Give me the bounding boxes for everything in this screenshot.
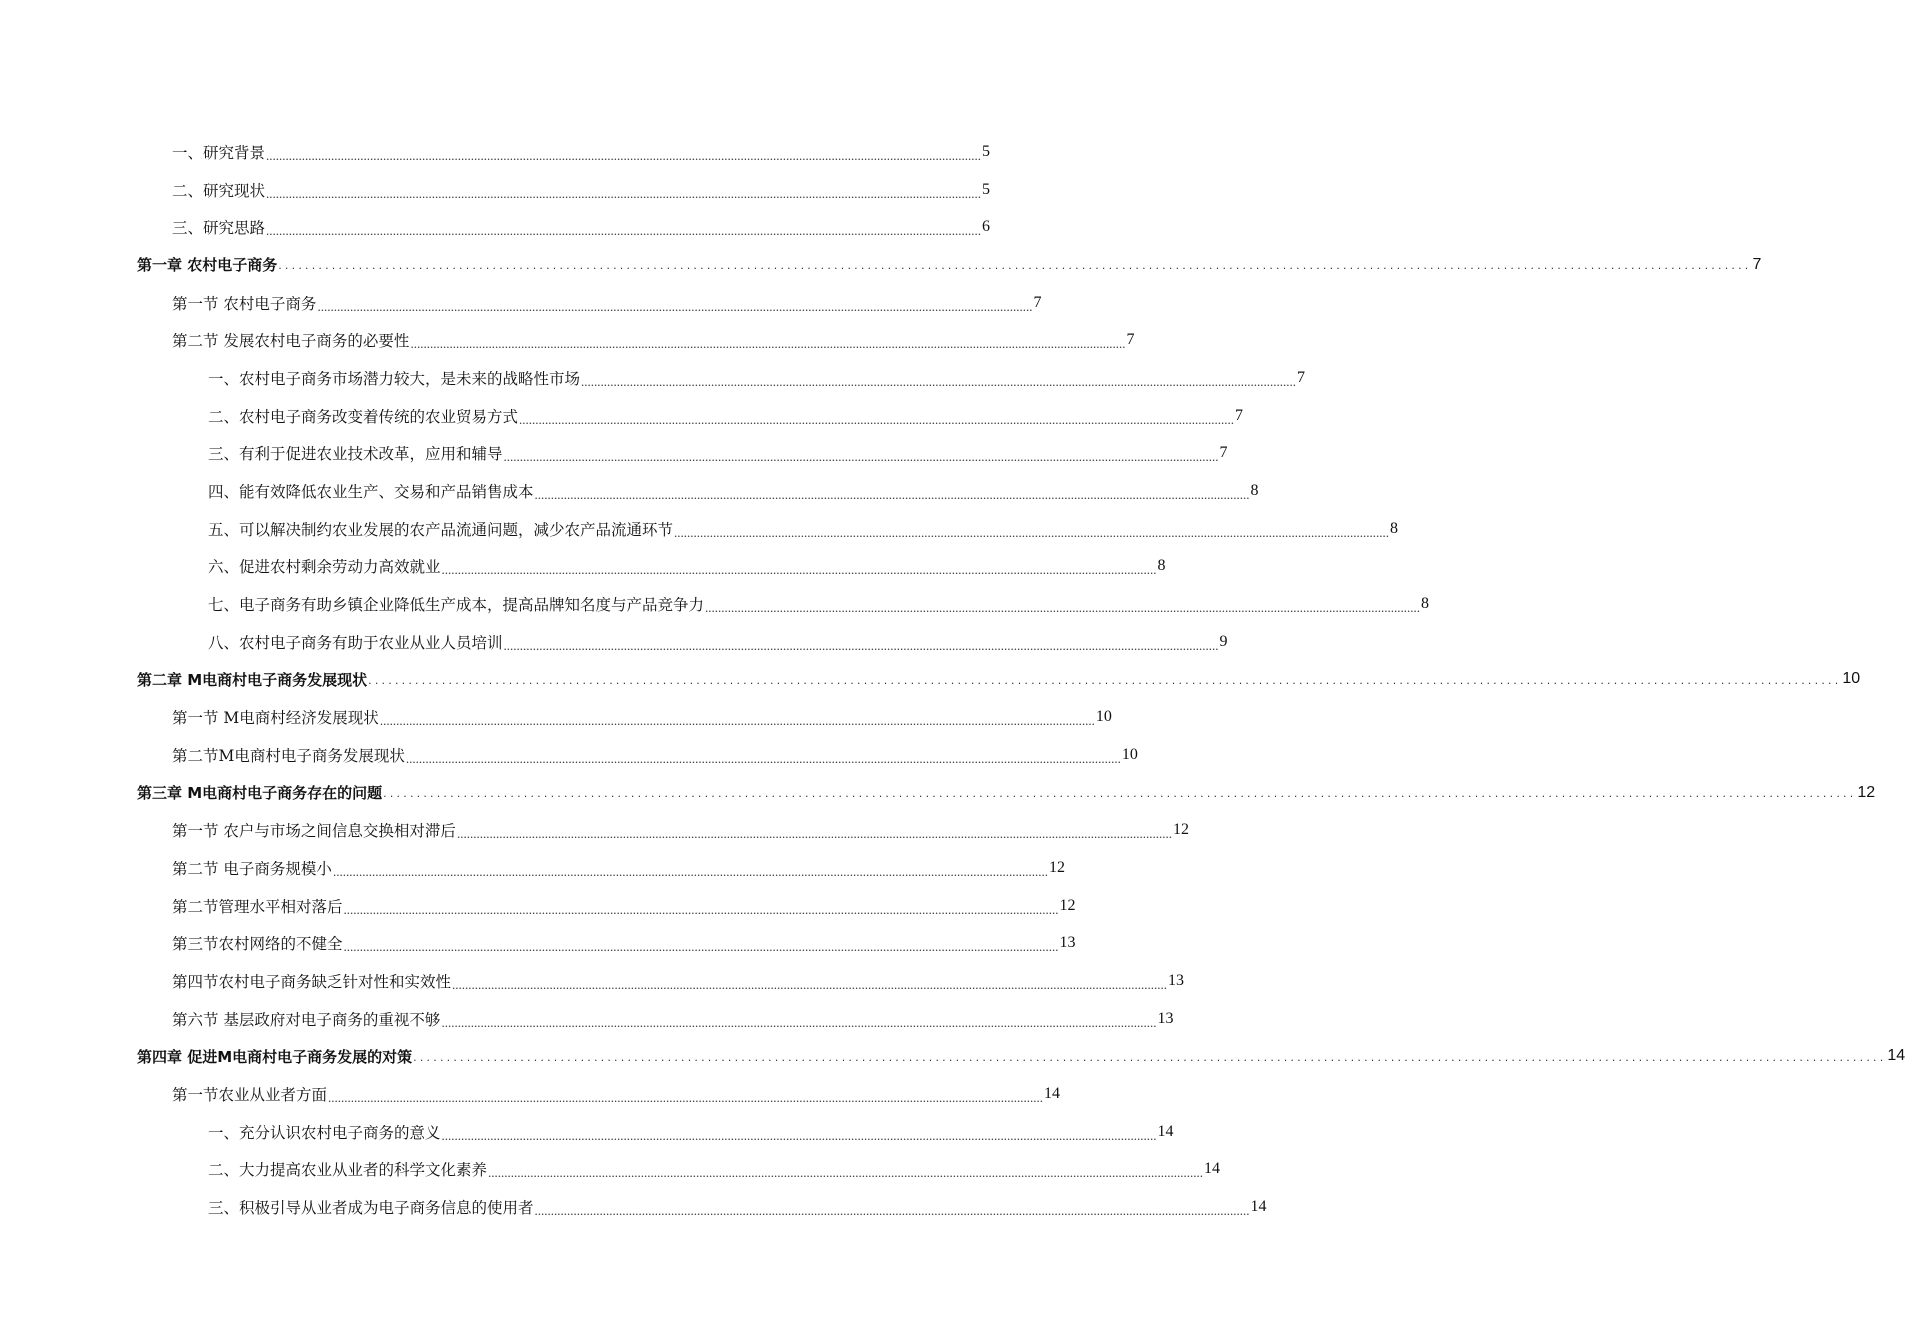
toc-page-number: 12: [1048, 858, 1065, 876]
toc-leader-dots: ............................................................................................................................................................................................................................: [328, 1090, 1044, 1106]
toc-page-number: 7: [1033, 293, 1042, 311]
toc-entry-label: 一、研究背景: [172, 141, 265, 163]
toc-entry[interactable]: [0, 698, 1112, 736]
toc-entry[interactable]: [0, 736, 1138, 774]
toc-page-number: 10: [1842, 670, 1861, 688]
toc-leader-dots: ............................................................................................................................................................................................................................: [266, 185, 982, 201]
toc-leader-dots: ............................................................................................................................................................................................................................: [383, 787, 1857, 801]
toc-entry-label: 一、充分认识农村电子商务的意义: [208, 1121, 441, 1143]
toc-page-number: 13: [1168, 971, 1185, 989]
toc-page-number: 10: [1095, 708, 1112, 726]
toc-entry-label: 二、研究现状: [172, 179, 265, 201]
table-of-contents: [0, 133, 1905, 1226]
toc-chapter-entry[interactable]: [0, 1038, 1905, 1076]
toc-entry-label: 第一章 农村电子商务: [137, 256, 278, 275]
toc-entry-label: 第六节 基层政府对电子商务的重视不够: [172, 1008, 440, 1030]
toc-leader-dots: ............................................................................................................................................................................................................................: [405, 750, 1121, 766]
toc-leader-dots: ............................................................................................................................................................................................................................: [581, 373, 1297, 389]
toc-leader-dots: ............................................................................................................................................................................................................................: [278, 259, 1752, 273]
toc-entry[interactable]: [0, 811, 1189, 849]
toc-entry[interactable]: [0, 1075, 1061, 1113]
toc-entry[interactable]: [0, 924, 1076, 962]
toc-entry[interactable]: [0, 623, 1228, 661]
toc-page-number: 7: [1126, 331, 1135, 349]
toc-entry-label: 第四章 促进M电商村电子商务发展的对策: [137, 1047, 413, 1066]
toc-leader-dots: ............................................................................................................................................................................................................................: [441, 1127, 1157, 1143]
toc-page-number: 12: [1857, 783, 1876, 801]
toc-page-number: 8: [1390, 519, 1399, 537]
toc-entry[interactable]: [0, 1113, 1174, 1151]
toc-leader-dots: ............................................................................................................................................................................................................................: [332, 863, 1048, 879]
toc-chapter-entry[interactable]: [0, 246, 1762, 284]
toc-entry[interactable]: [0, 548, 1166, 586]
toc-entry-label: 第二节管理水平相对落后: [172, 895, 343, 917]
toc-page-number: 13: [1059, 934, 1076, 952]
toc-entry[interactable]: [0, 133, 991, 171]
toc-entry-label: 二、大力提高农业从业者的科学文化素养: [208, 1158, 487, 1180]
toc-chapter-entry[interactable]: [0, 774, 1876, 812]
toc-leader-dots: ............................................................................................................................................................................................................................: [441, 1014, 1157, 1030]
toc-leader-dots: ............................................................................................................................................................................................................................: [441, 562, 1157, 578]
toc-page-number: 5: [982, 180, 991, 198]
toc-page-number: 14: [1204, 1160, 1221, 1178]
toc-entry[interactable]: [0, 359, 1306, 397]
toc-entry[interactable]: [0, 1151, 1221, 1189]
toc-page-number: 14: [1044, 1085, 1061, 1103]
toc-leader-dots: ............................................................................................................................................................................................................................: [343, 939, 1059, 955]
toc-page-number: 10: [1121, 745, 1138, 763]
toc-entry[interactable]: [0, 208, 991, 246]
toc-entry-label: 第二节 发展农村电子商务的必要性: [172, 329, 409, 351]
toc-page-number: 7: [1752, 255, 1762, 273]
toc-entry-label: 第一节 农村电子商务: [172, 292, 316, 314]
toc-entry[interactable]: [0, 321, 1135, 359]
toc-entry-label: 四、能有效降低农业生产、交易和产品销售成本: [208, 480, 534, 502]
toc-leader-dots: ............................................................................................................................................................................................................................: [503, 637, 1219, 653]
toc-page-number: 5: [982, 142, 991, 160]
toc-page-number: 8: [1421, 595, 1430, 613]
toc-entry[interactable]: [0, 472, 1259, 510]
toc-entry-label: 七、电子商务有助乡镇企业降低生产成本，提高品牌知名度与产品竞争力: [208, 593, 704, 615]
toc-entry-label: 二、农村电子商务改变着传统的农业贸易方式: [208, 405, 518, 427]
toc-entry[interactable]: [0, 397, 1244, 435]
toc-chapter-entry[interactable]: [0, 661, 1861, 699]
toc-entry-label: 第四节农村电子商务缺乏针对性和实效性: [172, 970, 451, 992]
toc-leader-dots: ............................................................................................................................................................................................................................: [503, 449, 1219, 465]
toc-entry[interactable]: [0, 1000, 1174, 1038]
toc-page-number: 6: [982, 218, 991, 236]
toc-leader-dots: ............................................................................................................................................................................................................................: [456, 826, 1172, 842]
toc-entry[interactable]: [0, 510, 1399, 548]
toc-entry-label: 三、有利于促进农业技术改革，应用和辅导: [208, 442, 503, 464]
toc-entry-label: 第二节M电商村电子商务发展现状: [172, 744, 405, 766]
toc-leader-dots: ............................................................................................................................................................................................................................: [317, 298, 1033, 314]
toc-leader-dots: ............................................................................................................................................................................................................................: [266, 223, 982, 239]
toc-page-number: 13: [1157, 1009, 1174, 1027]
toc-entry-label: 六、促进农村剩余劳动力高效就业: [208, 555, 441, 577]
toc-entry[interactable]: [0, 585, 1430, 623]
toc-entry-label: 八、农村电子商务有助于农业从业人员培训: [208, 631, 503, 653]
toc-leader-dots: ............................................................................................................................................................................................................................: [674, 524, 1390, 540]
toc-leader-dots: ............................................................................................................................................................................................................................: [343, 901, 1059, 917]
toc-page-number: 8: [1250, 482, 1259, 500]
toc-entry-label: 三、研究思路: [172, 216, 265, 238]
toc-page-number: 7: [1235, 406, 1244, 424]
toc-entry[interactable]: [0, 849, 1065, 887]
toc-leader-dots: ............................................................................................................................................................................................................................: [452, 976, 1168, 992]
toc-leader-dots: ............................................................................................................................................................................................................................: [413, 1050, 1887, 1064]
toc-entry[interactable]: [0, 962, 1185, 1000]
toc-entry[interactable]: [0, 435, 1228, 473]
toc-entry-label: 第一节 M电商村经济发展现状: [172, 706, 379, 728]
toc-entry-label: 第二节 电子商务规模小: [172, 857, 332, 879]
toc-leader-dots: ............................................................................................................................................................................................................................: [410, 336, 1126, 352]
toc-entry[interactable]: [0, 887, 1076, 925]
toc-leader-dots: ............................................................................................................................................................................................................................: [368, 673, 1842, 687]
toc-page-number: 14: [1157, 1122, 1174, 1140]
toc-leader-dots: ............................................................................................................................................................................................................................: [488, 1165, 1204, 1181]
toc-leader-dots: ............................................................................................................................................................................................................................: [266, 147, 982, 163]
toc-page-number: 7: [1219, 444, 1228, 462]
toc-page-number: 8: [1157, 557, 1166, 575]
toc-leader-dots: ............................................................................................................................................................................................................................: [705, 600, 1421, 616]
toc-entry[interactable]: [0, 284, 1042, 322]
toc-entry[interactable]: [0, 171, 991, 209]
toc-entry-label: 第一节农业从业者方面: [172, 1083, 327, 1105]
toc-entry-label: 三、积极引导从业者成为电子商务信息的使用者: [208, 1196, 534, 1218]
toc-page-number: 9: [1219, 632, 1228, 650]
toc-leader-dots: ............................................................................................................................................................................................................................: [519, 411, 1235, 427]
toc-entry-label: 一、农村电子商务市场潜力较大，是未来的战略性市场: [208, 367, 580, 389]
toc-entry-label: 五、可以解决制约农业发展的农产品流通问题，减少农产品流通环节: [208, 518, 673, 540]
toc-page-number: 12: [1059, 896, 1076, 914]
toc-entry[interactable]: [0, 1188, 1267, 1226]
toc-leader-dots: ............................................................................................................................................................................................................................: [534, 1203, 1250, 1219]
toc-page-number: 12: [1172, 821, 1189, 839]
toc-entry-label: 第三节农村网络的不健全: [172, 932, 343, 954]
toc-page-number: 14: [1887, 1047, 1905, 1065]
toc-leader-dots: ............................................................................................................................................................................................................................: [379, 713, 1095, 729]
toc-entry-label: 第二章 M电商村电子商务发展现状: [137, 670, 368, 689]
toc-page-number: 14: [1250, 1198, 1267, 1216]
toc-entry-label: 第三章 M电商村电子商务存在的问题: [137, 784, 383, 803]
toc-leader-dots: ............................................................................................................................................................................................................................: [534, 487, 1250, 503]
toc-entry-label: 第一节 农户与市场之间信息交换相对滞后: [172, 819, 456, 841]
toc-page-number: 7: [1297, 368, 1306, 386]
